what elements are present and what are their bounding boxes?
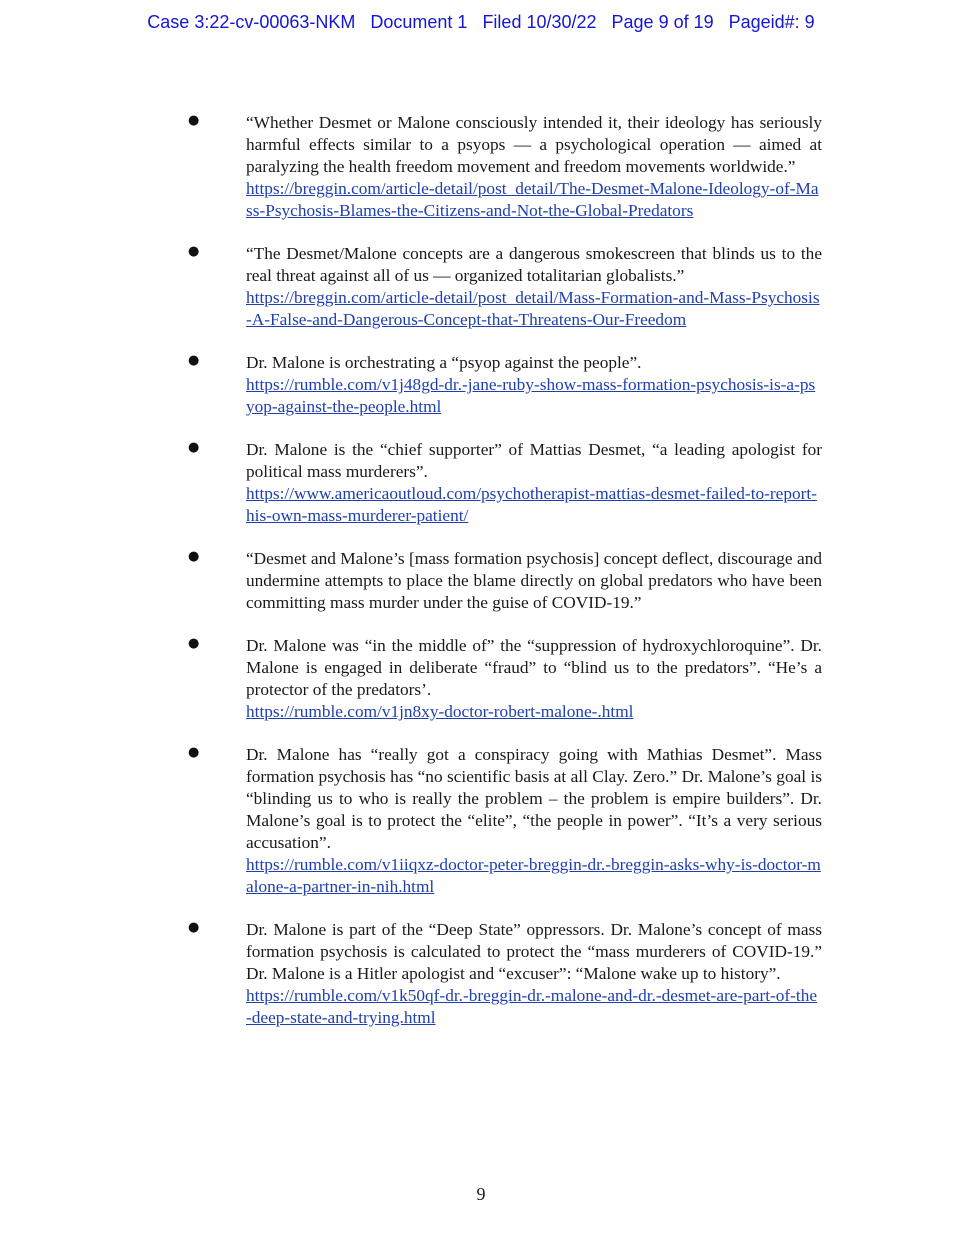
quote-text: Dr. Malone is part of the “Deep State” oppressors. Dr. Malone’s concept of mass formation psychosis is calculated to protect the “mass murderers of COVID-19.” Dr. Malone is a Hitler apologist and “excuser”: “Malone wake up to history”. <box>246 920 822 983</box>
source-link[interactable]: https://www.americaoutloud.com/psychotherapist-mattias-desmet-failed-to-report-his-own-mass-murderer-patient/ <box>246 484 817 525</box>
source-link[interactable]: https://breggin.com/article-detail/post_detail/Mass-Formation-and-Mass-Psychosis-A-False-and-Dangerous-Concept-that-Threatens-Our-Freedom <box>246 288 820 329</box>
case-header: Case 3:22-cv-00063-NKM Document 1 Filed 10/30/22 Page 9 of 19 Pageid#: 9 <box>147 12 815 32</box>
bullet-icon: ● <box>188 920 200 935</box>
quote-list <box>0 112 962 1050</box>
quote-text: “The Desmet/Malone concepts are a dangerous smokescreen that blinds us to the real threat against all of us — organized totalitarian globalists.” <box>246 244 822 285</box>
source-link[interactable]: https://rumble.com/v1jn8xy-doctor-robert-malone-.html <box>246 702 634 721</box>
quote-text: Dr. Malone has “really got a conspiracy going with Mathias Desmet”. Mass formation psychosis has “no scientific basis at all Clay. Zero.” Dr. Malone’s goal is “blinding us to who is really the problem – the problem is empire builders”. Dr. Malone’s goal is to protect the “elite”, “the people in power”. “It’s a very serious accusation”. <box>246 745 822 852</box>
source-link[interactable]: https://rumble.com/v1iiqxz-doctor-peter-breggin-dr.-breggin-asks-why-is-doctor-malone-a-partner-in-nih.html <box>246 855 821 896</box>
page-number: 9 <box>476 1184 486 1204</box>
list-item <box>0 635 962 723</box>
bullet-icon: ● <box>188 440 200 455</box>
list-item <box>0 243 962 331</box>
bullet-icon: ● <box>188 745 200 760</box>
source-link[interactable]: https://rumble.com/v1j48gd-dr.-jane-ruby-show-mass-formation-psychosis-is-a-psyop-against-the-people.html <box>246 375 816 416</box>
source-link[interactable]: https://rumble.com/v1k50qf-dr.-breggin-dr.-malone-and-dr.-desmet-are-part-of-the-deep-state-and-trying.html <box>246 986 818 1027</box>
list-item <box>0 352 962 418</box>
list-item <box>0 439 962 527</box>
quote-text: “Desmet and Malone’s [mass formation psychosis] concept deflect, discourage and undermine attempts to place the blame directly on global predators who have been committing mass murder under the guise of COVID-19.” <box>246 549 822 612</box>
bullet-icon: ● <box>188 113 200 128</box>
list-item <box>0 112 962 222</box>
bullet-icon: ● <box>188 636 200 651</box>
quote-text: Dr. Malone is orchestrating a “psyop against the people”. <box>246 353 642 372</box>
list-item <box>0 744 962 898</box>
quote-text: Dr. Malone is the “chief supporter” of Mattias Desmet, “a leading apologist for political mass murderers”. <box>246 440 822 481</box>
bullet-icon: ● <box>188 353 200 368</box>
list-item <box>0 548 962 614</box>
quote-text: “Whether Desmet or Malone consciously intended it, their ideology has seriously harmful effects similar to a psyops — a psychological operation — aimed at paralyzing the health freedom movement and freedom movements worldwide.” <box>246 113 822 176</box>
bullet-icon: ● <box>188 549 200 564</box>
list-item <box>0 919 962 1029</box>
quote-text: Dr. Malone was “in the middle of” the “suppression of hydroxychloroquine”. Dr. Malone is engaged in deliberate “fraud” to “blind us to the predators”. “He’s a protector of the predators’. <box>246 636 822 699</box>
source-link[interactable]: https://breggin.com/article-detail/post_detail/The-Desmet-Malone-Ideology-of-Mass-Psychosis-Blames-the-Citizens-and-Not-the-Global-Predators <box>246 179 819 220</box>
bullet-icon: ● <box>188 244 200 259</box>
